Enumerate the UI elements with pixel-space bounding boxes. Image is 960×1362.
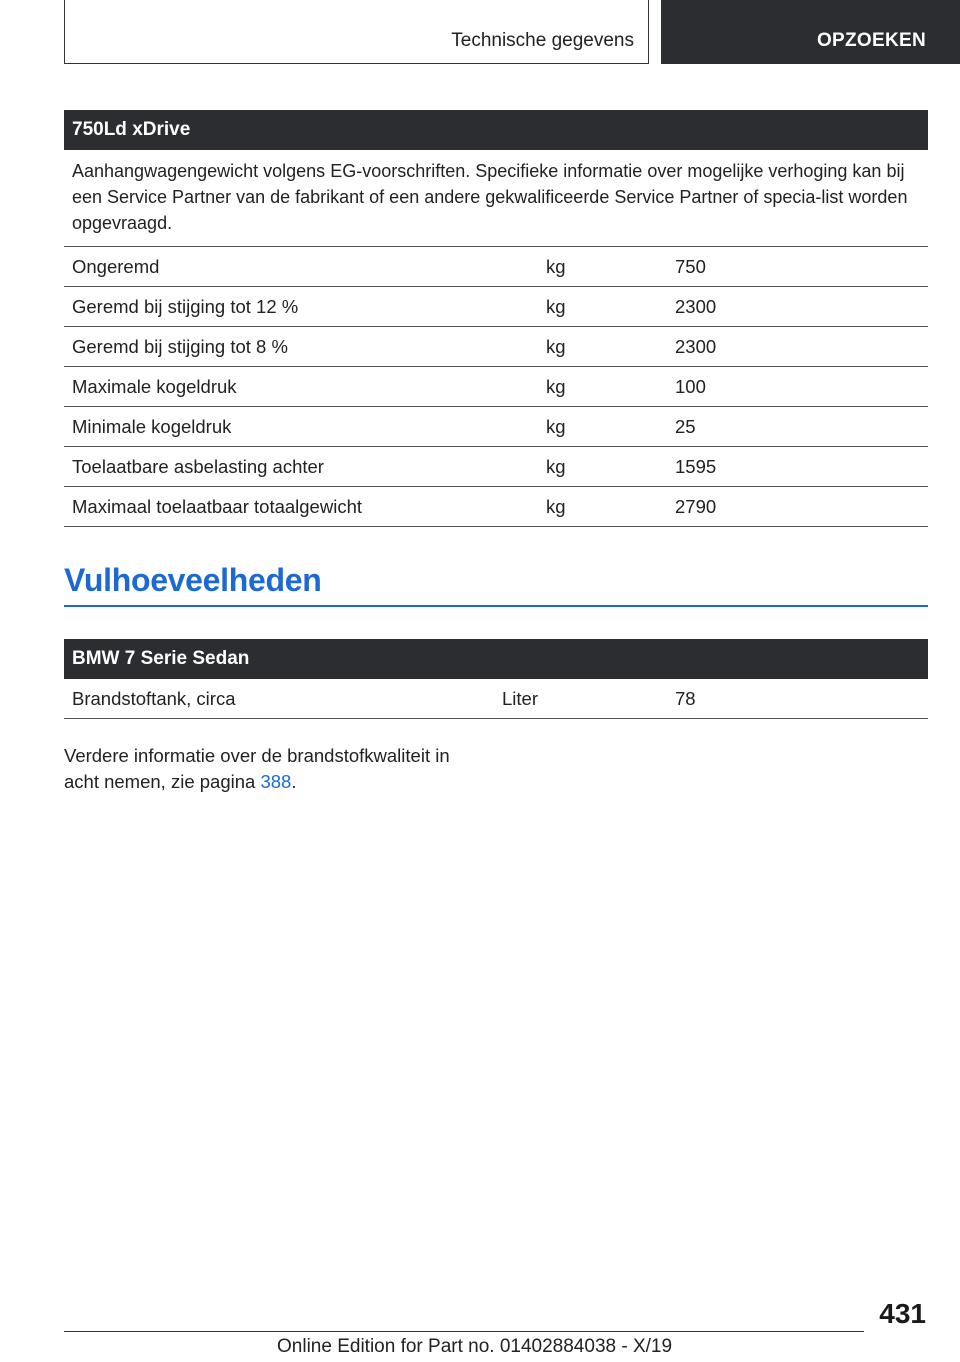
row-unit: kg	[546, 336, 566, 357]
row-label: Geremd bij stijging tot 12 %	[72, 296, 299, 317]
table-row	[64, 679, 928, 719]
footer-edition: Online Edition for Part no. 01402884038 - X/19	[277, 1336, 673, 1357]
row-value: 2300	[675, 296, 717, 317]
row-unit: kg	[546, 416, 566, 437]
row-label: Maximale kogeldruk	[72, 376, 237, 397]
fuel-note	[64, 743, 484, 795]
table-header: 750Ld xDrive	[64, 110, 928, 150]
table-row	[64, 487, 928, 527]
table-row	[64, 247, 928, 287]
row-unit: kg	[546, 456, 566, 477]
row-unit: kg	[546, 296, 566, 317]
row-unit: Liter	[502, 688, 538, 709]
row-label: Ongeremd	[72, 256, 160, 277]
row-value: 750	[675, 256, 706, 277]
table-row	[64, 367, 928, 407]
page-link[interactable]: 388	[260, 771, 292, 792]
table-rows	[64, 247, 928, 527]
page-number: 431	[879, 1298, 926, 1329]
header-section-title: Technische gegevens	[451, 30, 634, 51]
row-value: 2790	[675, 496, 717, 517]
row-label: Brandstoftank, circa	[72, 688, 236, 709]
table-row	[64, 287, 928, 327]
row-label: Maximaal toelaatbaar totaalgewicht	[72, 496, 362, 517]
row-value: 2300	[675, 336, 717, 357]
section-title: Vulhoeveelheden	[64, 562, 322, 598]
row-value: 1595	[675, 456, 717, 477]
header-section-box	[64, 0, 649, 64]
row-unit: kg	[546, 496, 566, 517]
row-value: 100	[675, 376, 706, 397]
table-description: Aanhangwagengewicht volgens EG-voorschriften. Specifieke informatie over mogelijke verhoging kan bij een Service Partner van de fabrikant of een andere gekwalificeerde Service Partner of specia-list worden opgevraagd.	[64, 150, 928, 247]
table-row	[64, 447, 928, 487]
section-divider	[64, 605, 928, 607]
note-text: Verdere informatie over de brandstofkwaliteit in acht nemen, zie pagina	[64, 745, 450, 792]
table-rows	[64, 679, 928, 719]
table-header: BMW 7 Serie Sedan	[64, 639, 928, 679]
row-unit: kg	[546, 376, 566, 397]
row-label: Toelaatbare asbelasting achter	[72, 456, 324, 477]
row-value: 78	[675, 688, 696, 709]
capacity-table	[64, 639, 928, 719]
note-end: .	[291, 771, 297, 792]
row-value: 25	[675, 416, 696, 437]
row-label: Geremd bij stijging tot 8 %	[72, 336, 288, 357]
table-row	[64, 327, 928, 367]
row-label: Minimale kogeldruk	[72, 416, 232, 437]
header-tab-label: OPZOEKEN	[816, 30, 926, 51]
footer-divider	[64, 1331, 864, 1332]
header-tab-opzoeken[interactable]	[661, 0, 960, 64]
table-row	[64, 407, 928, 447]
row-unit: kg	[546, 256, 566, 277]
trailer-weight-table	[64, 110, 928, 527]
